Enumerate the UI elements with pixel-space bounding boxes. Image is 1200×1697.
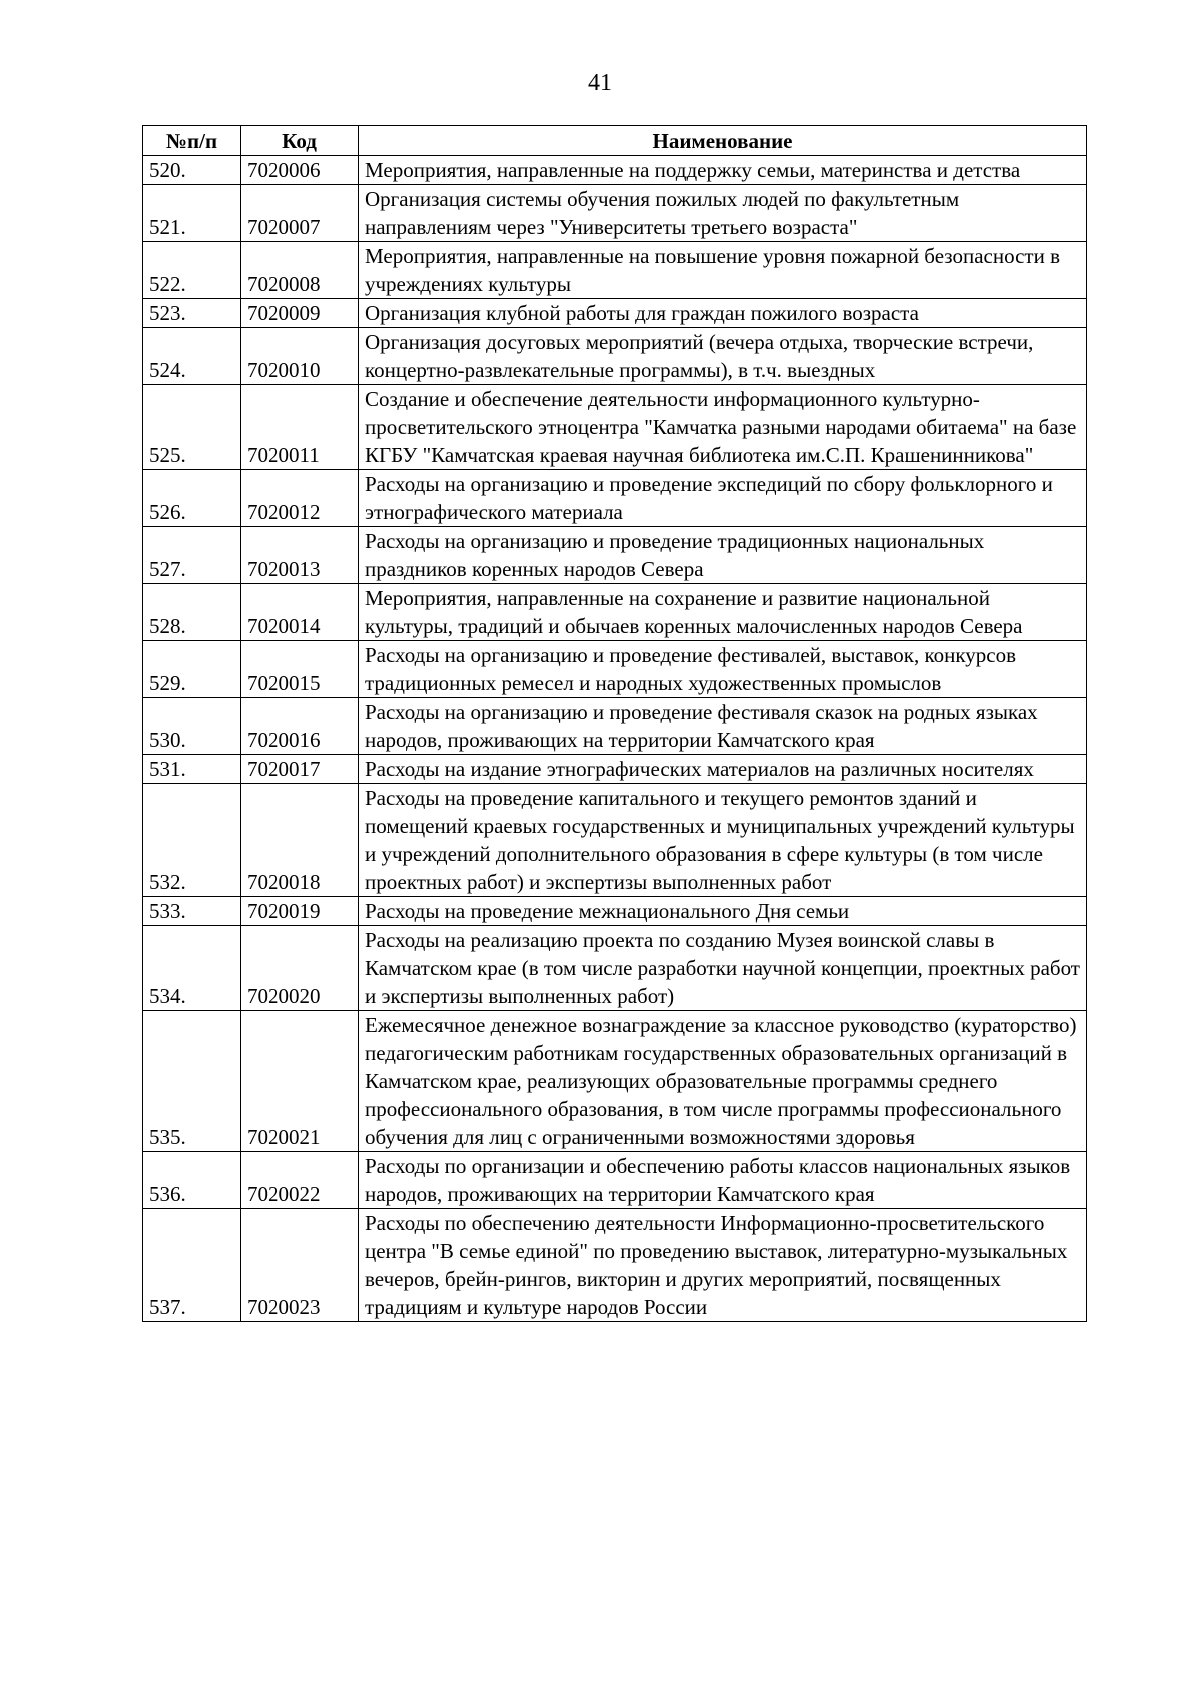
row-name: Мероприятия, направленные на поддержку семьи, материнства и детства	[359, 156, 1087, 185]
row-number: 533.	[143, 897, 241, 926]
table-header-row	[143, 126, 1087, 156]
code-table	[142, 125, 1087, 1322]
row-code: 7020016	[241, 698, 359, 755]
row-name: Расходы по организации и обеспечению работы классов национальных языков народов, проживающих на территории Камчатского края	[359, 1152, 1087, 1209]
row-name: Расходы на проведение межнационального Дня семьи	[359, 897, 1087, 926]
row-code: 7020014	[241, 584, 359, 641]
row-number: 527.	[143, 527, 241, 584]
row-name: Расходы на организацию и проведение фестивалей, выставок, конкурсов традиционных ремесел и народных художественных промыслов	[359, 641, 1087, 698]
row-number: 528.	[143, 584, 241, 641]
table-row	[143, 1152, 1087, 1209]
row-name: Расходы на издание этнографических материалов на различных носителях	[359, 755, 1087, 784]
row-number: 531.	[143, 755, 241, 784]
table-row	[143, 755, 1087, 784]
row-name: Организация системы обучения пожилых людей по факультетным направлениям через "Университеты третьего возраста"	[359, 185, 1087, 242]
table-row	[143, 1011, 1087, 1152]
row-code: 7020020	[241, 926, 359, 1011]
table-row	[143, 156, 1087, 185]
row-code: 7020015	[241, 641, 359, 698]
header-code: Код	[241, 126, 359, 156]
row-name: Мероприятия, направленные на сохранение и развитие национальной культуры, традиций и обычаев коренных малочисленных народов Севера	[359, 584, 1087, 641]
row-number: 532.	[143, 784, 241, 897]
row-code: 7020013	[241, 527, 359, 584]
row-number: 522.	[143, 242, 241, 299]
table-row	[143, 1209, 1087, 1322]
header-name: Наименование	[359, 126, 1087, 156]
header-number: №п/п	[143, 126, 241, 156]
table-row	[143, 242, 1087, 299]
row-number: 526.	[143, 470, 241, 527]
row-code: 7020007	[241, 185, 359, 242]
row-number: 524.	[143, 328, 241, 385]
row-code: 7020012	[241, 470, 359, 527]
row-code: 7020022	[241, 1152, 359, 1209]
row-code: 7020023	[241, 1209, 359, 1322]
row-number: 523.	[143, 299, 241, 328]
table-row	[143, 926, 1087, 1011]
table-row	[143, 698, 1087, 755]
row-code: 7020011	[241, 385, 359, 470]
row-code: 7020019	[241, 897, 359, 926]
table-row	[143, 299, 1087, 328]
row-name: Расходы на организацию и проведение экспедиций по сбору фольклорного и этнографического материала	[359, 470, 1087, 527]
table-row	[143, 385, 1087, 470]
row-number: 530.	[143, 698, 241, 755]
table-row	[143, 185, 1087, 242]
table-row	[143, 584, 1087, 641]
row-name: Расходы на проведение капитального и текущего ремонтов зданий и помещений краевых государственных и муниципальных учреждений культуры и учреждений дополнительного образования в сфере культуры (в том числе проектных работ) и экспертизы выполненных работ	[359, 784, 1087, 897]
row-number: 520.	[143, 156, 241, 185]
row-number: 521.	[143, 185, 241, 242]
row-name: Расходы на организацию и проведение традиционных национальных праздников коренных народов Севера	[359, 527, 1087, 584]
row-number: 529.	[143, 641, 241, 698]
page-number: 41	[588, 70, 612, 96]
table-row	[143, 328, 1087, 385]
table-row	[143, 527, 1087, 584]
row-code: 7020008	[241, 242, 359, 299]
row-name: Организация досуговых мероприятий (вечера отдыха, творческие встречи, концертно-развлекательные программы), в т.ч. выездных	[359, 328, 1087, 385]
row-code: 7020009	[241, 299, 359, 328]
row-number: 537.	[143, 1209, 241, 1322]
row-number: 536.	[143, 1152, 241, 1209]
row-name: Расходы на организацию и проведение фестиваля сказок на родных языках народов, проживающих на территории Камчатского края	[359, 698, 1087, 755]
row-name: Расходы по обеспечению деятельности Информационно-просветительского центра "В семье единой" по проведению выставок, литературно-музыкальных вечеров, брейн-рингов, викторин и других мероприятий, посвященных традициям и культуре народов России	[359, 1209, 1087, 1322]
row-code: 7020021	[241, 1011, 359, 1152]
row-code: 7020010	[241, 328, 359, 385]
row-name: Мероприятия, направленные на повышение уровня пожарной безопасности в учреждениях культуры	[359, 242, 1087, 299]
row-name: Создание и обеспечение деятельности информационного культурно-просветительского этноцентра "Камчатка разными народами обитаема" на базе КГБУ "Камчатская краевая научная библиотека им.С.П. Крашенинникова"	[359, 385, 1087, 470]
table-row	[143, 470, 1087, 527]
row-number: 525.	[143, 385, 241, 470]
table-row	[143, 897, 1087, 926]
row-name: Расходы на реализацию проекта по созданию Музея воинской славы в Камчатском крае (в том числе разработки научной концепции, проектных работ и экспертизы выполненных работ)	[359, 926, 1087, 1011]
row-name: Организация клубной работы для граждан пожилого возраста	[359, 299, 1087, 328]
row-code: 7020018	[241, 784, 359, 897]
row-name: Ежемесячное денежное вознаграждение за классное руководство (кураторство) педагогическим работникам государственных образовательных организаций в Камчатском крае, реализующих образовательные программы среднего профессионального образования, в том числе программы профессионального обучения для лиц с ограниченными возможностями здоровья	[359, 1011, 1087, 1152]
table-row	[143, 641, 1087, 698]
row-number: 534.	[143, 926, 241, 1011]
table-row	[143, 784, 1087, 897]
row-number: 535.	[143, 1011, 241, 1152]
row-code: 7020006	[241, 156, 359, 185]
row-code: 7020017	[241, 755, 359, 784]
